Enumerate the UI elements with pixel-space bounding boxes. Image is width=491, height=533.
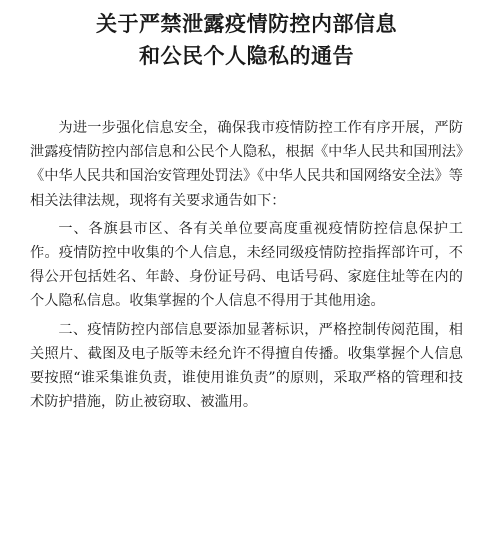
document-body: [30, 116, 463, 414]
title-line-1: 关于严禁泄露疫情防控内部信息: [96, 11, 397, 36]
item-one-paragraph: 一、各旗县市区、各有关单位要高度重视疫情防控信息保护工作。疫情防控中收集的个人信息，未经同级疫情防控指挥部许可，不得公开包括姓名、年龄、身份证号码、电话号码、家庭住址等在内的个人隐私信息。收集掌握的个人信息不得用于其他用途。: [30, 220, 463, 310]
document-title: [30, 8, 463, 72]
title-line-2: 和公民个人隐私的通告: [139, 43, 354, 68]
item-two-paragraph: 二、疫情防控内部信息要添加显著标识，严格控制传阅范围，相关照片、截图及电子版等未经允许不得擅自传播。收集掌握个人信息要按照“谁采集谁负责，谁使用谁负责”的原则，采取严格的管理和技术防护措施，防止被窃取、被滥用。: [30, 321, 463, 411]
intro-paragraph: 为进一步强化信息安全，确保我市疫情防控工作有序开展，严防泄露疫情防控内部信息和公民个人隐私，根据《中华人民共和国刑法》《中华人民共和国治安管理处罚法》《中华人民共和国网络安全法》等相关法律法规，现将有关要求通告如下：: [30, 120, 463, 209]
